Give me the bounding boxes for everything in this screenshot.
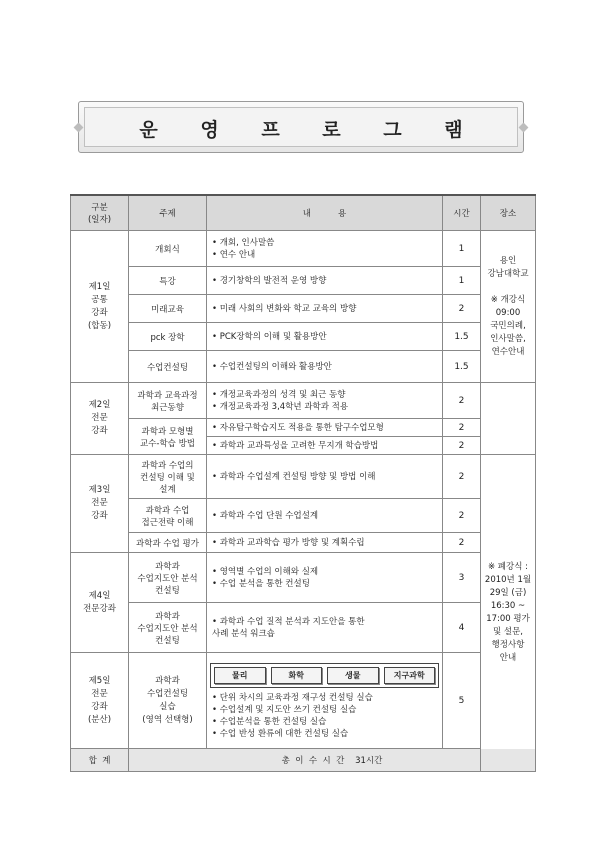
hours-cell: 1: [443, 267, 481, 295]
list-item: • 수업분석을 통한 컨설팅 실습: [212, 716, 439, 728]
topic-cell: 과학과 수업지도안 분석 컨설팅: [129, 603, 207, 653]
table-row: [71, 499, 536, 533]
topic-cell: 과학과 수업 접근전략 이해: [129, 499, 207, 533]
subject-physics: 물리: [214, 667, 266, 684]
list-item: • 개정교육과정 3,4학년 과학과 적용: [212, 401, 439, 413]
total-value: 총 이 수 시 간 31시간: [129, 749, 536, 772]
content-cell: [207, 383, 443, 419]
table-row: [71, 419, 536, 437]
topic-cell: 과학과 수업의 컨설팅 이해 및 설계: [129, 455, 207, 499]
topic-cell: 개회식: [129, 231, 207, 267]
hours-cell: 2: [443, 419, 481, 437]
day3-place: ※ 폐강식 : 2010년 1월 29일 (금) 16:30 ~ 17:00 평가 및 설문, 행정사항 안내: [481, 455, 536, 772]
list-item: • 개회, 인사말씀: [212, 237, 439, 249]
program-table: [70, 194, 536, 772]
topic-cell: 과학과 수업컨설팅 실습 (영역 선택형): [129, 653, 207, 749]
topic-cell: 특강: [129, 267, 207, 295]
content-cell: [207, 231, 443, 267]
content-cell: [207, 455, 443, 499]
hours-cell: 1: [443, 231, 481, 267]
header-content: 내 용: [207, 195, 443, 231]
hours-cell: 3: [443, 553, 481, 603]
day2-label: 제2일 전문 강좌: [71, 383, 129, 455]
header-topic: 주제: [129, 195, 207, 231]
subject-earth-science: 지구과학: [384, 667, 436, 684]
topic-cell: 과학과 모형별 교수-학습 방법: [129, 419, 207, 455]
topic-cell: pck 장학: [129, 323, 207, 351]
table-row: [71, 295, 536, 323]
list-item: • 과학과 수업설계 컨설팅 방향 및 방법 이해: [212, 471, 439, 483]
table-row: [71, 323, 536, 351]
day3-label: 제3일 전문 강좌: [71, 455, 129, 553]
topic-cell: 과학과 교육과정 최근동향: [129, 383, 207, 419]
header-row: [71, 195, 536, 231]
subject-selector: [210, 663, 439, 688]
list-item: • 연수 안내: [212, 249, 439, 261]
content-cell: [207, 295, 443, 323]
day1-label: 제1일 공통 강좌 (합동): [71, 231, 129, 383]
list-item: • 수업컨설팅의 이해와 활용방안: [212, 361, 439, 373]
hours-cell: 1.5: [443, 323, 481, 351]
hours-cell: 2: [443, 295, 481, 323]
hours-cell: 5: [443, 653, 481, 749]
header-division: 구분 (일자): [71, 195, 129, 231]
place-empty-cell: [481, 383, 536, 455]
list-item: • 수업 반성 환류에 대한 컨설팅 실습: [212, 728, 439, 740]
list-item: • 개정교육과정의 성격 및 최근 동향: [212, 389, 439, 401]
list-item: • PCK장학의 이해 및 활용방안: [212, 331, 439, 343]
hours-cell: 2: [443, 499, 481, 533]
content-cell: [207, 323, 443, 351]
subject-biology: 생물: [327, 667, 379, 684]
list-item: • 영역별 수업의 이해와 실제: [212, 566, 439, 578]
list-item: • 과학과 수업 단원 수업설계: [212, 510, 439, 522]
day4-label: 제4일 전문강좌: [71, 553, 129, 653]
header-hours: 시간: [443, 195, 481, 231]
table-row: [71, 603, 536, 653]
day1-place: 용인 강남대학교 ※ 개강식 09:00 국민의례, 인사말씀, 연수안내: [481, 231, 536, 383]
topic-cell: 과학과 수업 평가: [129, 533, 207, 553]
day5-label: 제5일 전문 강좌 (분산): [71, 653, 129, 749]
content-cell: [207, 419, 443, 437]
list-item: • 수업설계 및 지도안 쓰기 컨설팅 실습: [212, 704, 439, 716]
total-label: 합 계: [71, 749, 129, 772]
hours-cell: 2: [443, 383, 481, 419]
content-cell: [207, 603, 443, 653]
content-cell: [207, 437, 443, 455]
hours-cell: 1.5: [443, 351, 481, 383]
title-banner: [78, 101, 524, 153]
content-cell: [207, 351, 443, 383]
list-item: • 과학과 수업 질적 분석과 지도안을 통한 사례 분석 워크숍: [212, 616, 439, 640]
table-row: [71, 267, 536, 295]
content-cell: [207, 553, 443, 603]
list-item: • 자유탐구학습지도 적용을 통한 탐구수업모형: [212, 422, 439, 434]
hours-cell: 2: [443, 533, 481, 553]
topic-cell: 미래교육: [129, 295, 207, 323]
table-row: [71, 231, 536, 267]
hours-cell: 2: [443, 455, 481, 499]
content-cell: [207, 653, 443, 749]
header-place: 장소: [481, 195, 536, 231]
content-cell: [207, 499, 443, 533]
table-row: [71, 553, 536, 603]
page-title: 운 영 프 로 그 램: [139, 119, 481, 141]
list-item: • 과학과 교과특성을 고려한 무지개 학습방법: [212, 440, 439, 452]
table-row: [71, 455, 536, 499]
content-cell: [207, 267, 443, 295]
topic-cell: 수업컨설팅: [129, 351, 207, 383]
table-row: [71, 383, 536, 419]
table-row: [71, 351, 536, 383]
content-cell: [207, 533, 443, 553]
topic-cell: 과학과 수업지도안 분석 컨설팅: [129, 553, 207, 603]
subject-chemistry: 화학: [271, 667, 323, 684]
list-item: • 과학과 교과학습 평가 방향 및 계획수립: [212, 537, 439, 549]
hours-cell: 2: [443, 437, 481, 455]
list-item: • 단위 차시의 교육과정 재구성 컨설팅 실습: [212, 692, 439, 704]
list-item: • 미래 사회의 변화와 학교 교육의 방향: [212, 303, 439, 315]
hours-cell: 4: [443, 603, 481, 653]
list-item: • 수업 분석을 통한 컨설팅: [212, 578, 439, 590]
list-item: • 경기창학의 발전적 운영 방향: [212, 275, 439, 287]
table-row: [71, 533, 536, 553]
total-row: [71, 749, 536, 772]
table-row: [71, 653, 536, 749]
